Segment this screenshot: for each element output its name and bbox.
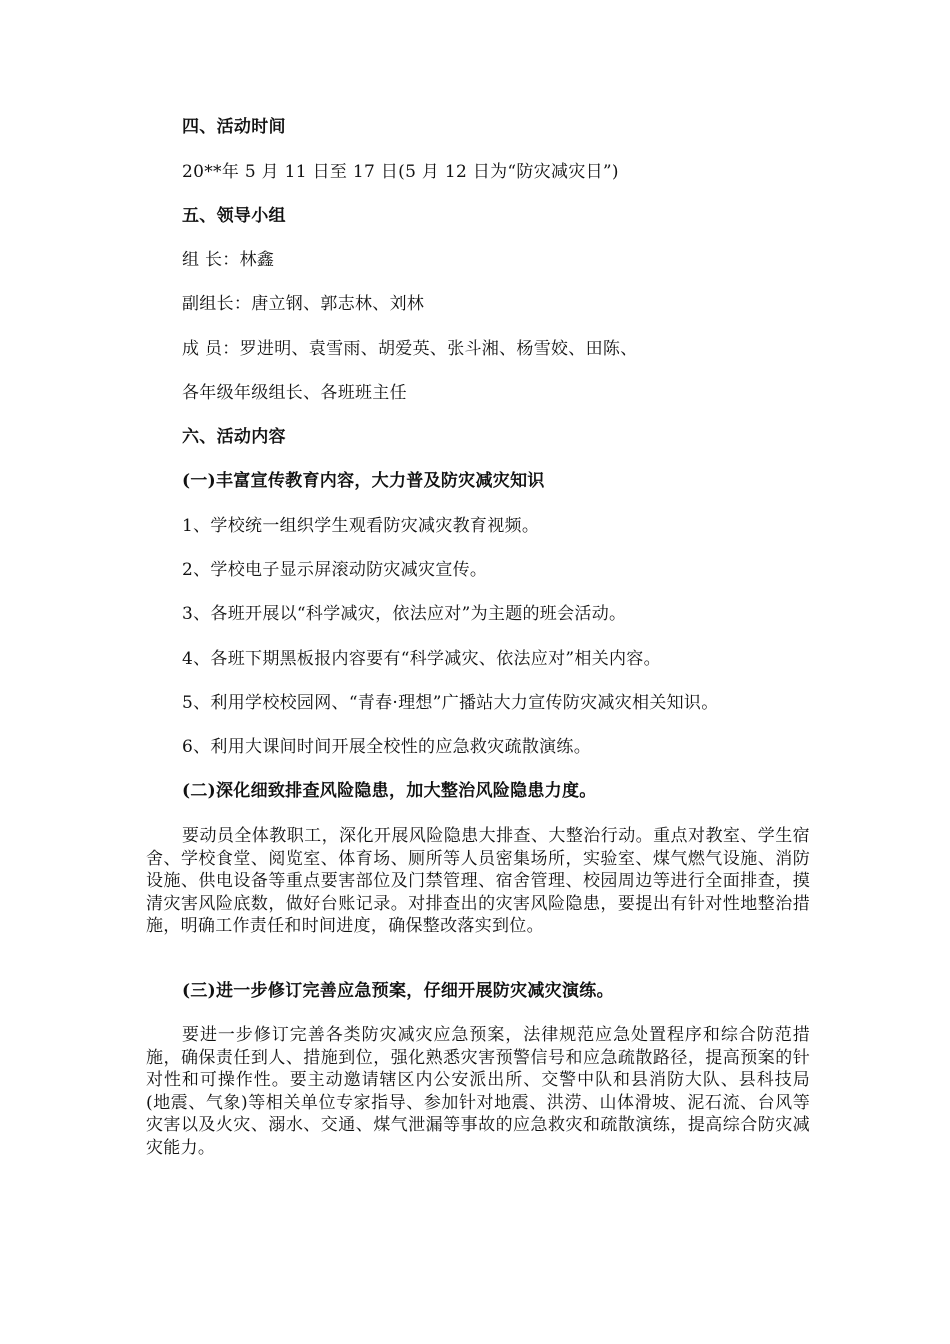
subsection-2-heading: (二)深化细致排查风险隐患，加大整治风险隐患力度。	[182, 781, 597, 801]
members-continued: 各年级年级组长、各班班主任	[182, 383, 407, 403]
group-leader: 组 长：林鑫	[182, 250, 275, 270]
list-item: 5、利用学校校园网、“青春·理想”广播站大力宣传防灾减灾相关知识。	[182, 693, 719, 713]
subsection-3-body: 要进一步修订完善各类防灾减灾应急预案，法律规范应急处置程序和综合防范措施，确保责任到人、措施到位，强化熟悉灾害预警信号和应急疏散路径，提高预案的针对性和可操作性。要主动邀请辖区内公安派出所、交警中队和县消防大队、县科技局(地震、气象)等相关单位专家指导、参加针对地震、洪涝、山体滑坡、泥石流、台风等灾害以及火灾、溺水、交通、煤气泄漏等事故的应急救灾和疏散演练，提高综合防灾减灾能力。	[146, 1025, 810, 1158]
section-4-heading: 四、活动时间	[182, 117, 286, 137]
section-5-heading: 五、领导小组	[182, 206, 286, 226]
list-item: 4、各班下期黑板报内容要有“科学减灾、依法应对”相关内容。	[182, 649, 661, 669]
section-6-heading: 六、活动内容	[182, 427, 286, 447]
activity-time: 20**年 5 月 11 日至 17 日(5 月 12 日为“防灾减灾日”)	[182, 162, 619, 182]
deputy-leaders: 副组长：唐立钢、郭志林、刘林	[182, 294, 425, 314]
subsection-1-heading: (一)丰富宣传教育内容，大力普及防灾减灾知识	[182, 471, 545, 491]
members: 成 员：罗进明、袁雪雨、胡爱英、张斗湘、杨雪姣、田陈、	[182, 339, 638, 359]
list-item: 1、学校统一组织学生观看防灾减灾教育视频。	[182, 516, 540, 536]
subsection-3-heading: (三)进一步修订完善应急预案，仔细开展防灾减灾演练。	[182, 981, 614, 1001]
list-item: 6、利用大课间时间开展全校性的应急救灾疏散演练。	[182, 737, 592, 757]
subsection-2-body: 要动员全体教职工，深化开展风险隐患大排查、大整治行动。重点对教室、学生宿舍、学校食堂、阅览室、体育场、厕所等人员密集场所，实验室、煤气燃气设施、消防设施、供电设备等重点要害部位及门禁管理、宿舍管理、校园周边等进行全面排查，摸清灾害风险底数，做好台账记录。对排查出的灾害风险隐患，要提出有针对性地整治措施，明确工作责任和时间进度，确保整改落实到位。	[146, 826, 810, 936]
list-item: 2、学校电子显示屏滚动防灾减灾宣传。	[182, 560, 488, 580]
list-item: 3、各班开展以“科学减灾，依法应对”为主题的班会活动。	[182, 604, 627, 624]
